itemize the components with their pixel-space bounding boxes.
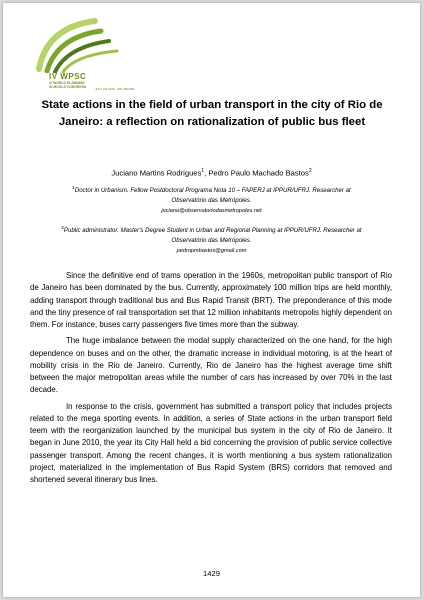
affiliation-1-text: Doctor in Urbanism. Fellow Postdoctoral Programa Nota 10 – FAPERJ at IPPUR/UFRJ. Researcher at Observatório das Metrópoles. <box>74 187 351 205</box>
affiliation-1-email: juciano@observatoriodasmetropoles.net <box>161 208 262 215</box>
author-1-mark: 1 <box>201 168 205 174</box>
affiliation-2 <box>55 223 368 257</box>
affiliation-2-mark: 2 <box>61 225 64 230</box>
author-2-mark: 2 <box>308 168 312 174</box>
author-1: Juciano Martins Rodrigues <box>111 168 202 178</box>
affiliation-2-text: Public administrator. Master's Degree Student in Urban and Regional Planning at IPPUR/UFRJ. Researcher at Observatório das Metrópoles. <box>63 227 362 245</box>
paper-title: State actions in the field of urban transport in the city of Rio de Janeiro: a reflection on rationalization of public bus fleet <box>41 99 383 128</box>
page-number: 1429 <box>203 569 220 578</box>
paragraph: Since the definitive end of trams operation in the 1960s, metropolitan public transport of Rio de Janeiro has been dominated by the bus. Currently, approximately 100 million trips are held monthly, adding transport through traditional bus and Bus Rapid Transit (BRT). The preponderance of this mode and the tiny presence of rail transportation set that 12 million inhabitants metropolis highly dependent on them. For instance, buses carry passengers five times more than the subway. <box>30 271 392 329</box>
paragraph: The huge imbalance between the modal supply characterized on the one hand, for the high dependence on buses and on the other, the dramatic increase in individual motoring, is at the heart of mobility crisis in the Rio de Janeiro. Currently, Rio de Janeiro has the highest average time shift between the major metropolitan areas while the number of cars has increased by over 70% in the last decade. <box>30 336 392 395</box>
arc-logo-icon <box>33 17 143 73</box>
logo-name: IV WPSC <box>49 72 87 81</box>
logo-tagline: JULY 4-8 2016 · RIO, BRAZIL <box>95 87 135 91</box>
affiliation-2-email: pedropmbastos@gmail.com <box>176 248 247 255</box>
paragraph: In response to the crisis, government has submitted a transport policy that includes projects related to the mega sporting events. In addition, a series of State actions in the urban transport field teem with the reorganization launched by the municipal bus system in the city of Rio de Janeiro. It began in June 2010, the year its City Hall held a bid concerning the provision of public service collective passenger transport. Among the recent changes, it is worth mentioning a bus system rationalization project, materialized in the implementation of Bus Rapid System (BRS) corridors that removed and shortened several itinerary bus lines. <box>30 401 392 484</box>
conference-logo <box>33 17 143 91</box>
author-line <box>23 168 400 178</box>
document-page <box>3 3 420 597</box>
logo-subtitle-line2: SCHOOLS CONGRESS <box>49 85 87 89</box>
body-text <box>30 270 392 490</box>
author-2: Pedro Paulo Machado Bastos <box>208 168 309 178</box>
logo-subtitle <box>49 81 86 89</box>
author-separator: , <box>204 168 209 178</box>
affiliation-1 <box>55 183 368 217</box>
affiliation-1-mark: 1 <box>72 185 75 190</box>
logo-subtitle-line1: IV WORLD PLANNING <box>49 81 85 85</box>
